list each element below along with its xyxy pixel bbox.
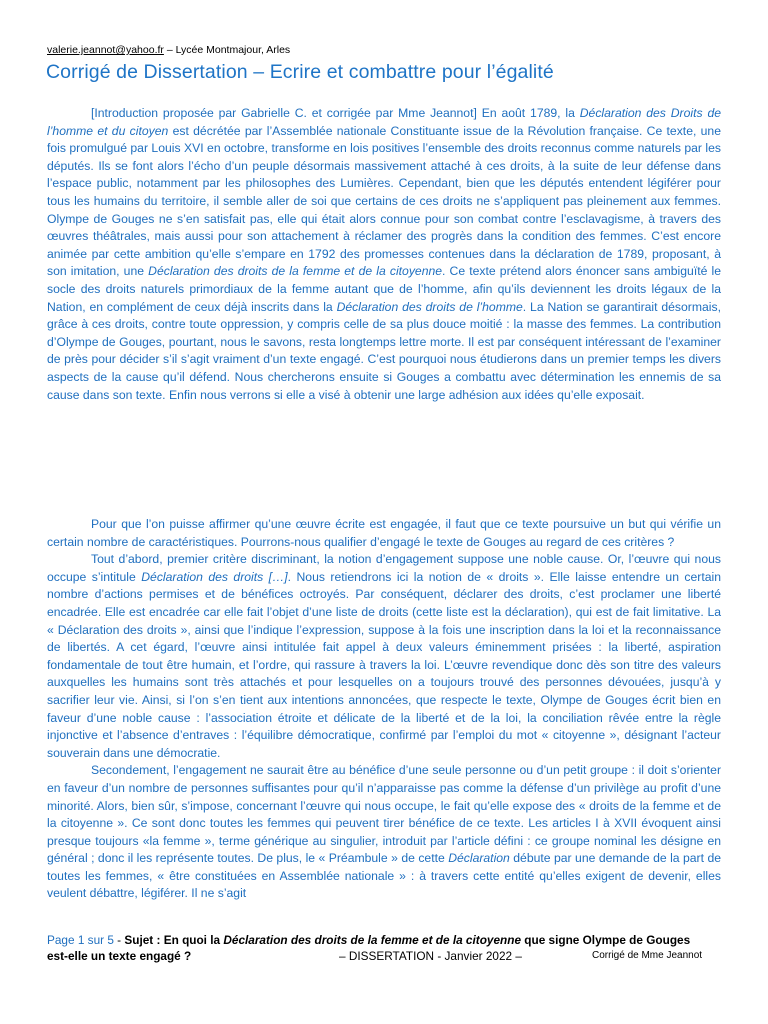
introduction-section	[47, 105, 721, 404]
intro-text-3: . Ce texte prétend alors énoncer sans ambiguïté le socle des droits naturels primordiaux de la femme autant que de l’homme, afin qu’ils deviennent les droits légaux de la Nation, en complément de ceux déjà inscrits dans la	[47, 264, 721, 314]
introduction-paragraph	[47, 105, 721, 404]
intro-title-ddhc: Déclaration des Droits de l’homme et du citoyen	[47, 106, 722, 138]
intro-text-1: [Introduction proposée par Gabrielle C. et corrigée par Mme Jeannot] En août 1789, la	[91, 106, 580, 120]
dev2-title: Déclaration des droits […]	[141, 569, 288, 584]
subject-question-end: est-elle un texte engagé ?	[47, 949, 192, 963]
intro-text-2: est décrétée par l’Assemblée nationale Constituante issue de la Révolution française. Ce texte, une fois promulgué par Louis XVI en octobre, transforme en lois positives l’ensemble des droits reconnus comme naturels par les députés. Ils se font alors l’écho d’un peuple désormais massivement attaché à ces droits, à la suite de leur défense dans l’espace public, notamment par les philosophes des Lumières. Cependant, bien que les députés entendent légiférer pour tous les humains du territoire, il semble aller de soi que certains de ces droits ne s’appliquent pas pleinement aux femmes. Olympe de Gouges ne s’en satisfait pas, elle qui était alors connue pour son combat contre l’esclavagisme, à travers des œuvres théâtrales, mais aussi pour son attachement à réclamer des progrès dans la condition des femmes. C’est encore animée par cette ambition qu’elle s’empare en 1792 des promesses contenues dans la déclaration de 1789, proposant, à son imitation, une	[47, 123, 721, 279]
footer-exam-label: – DISSERTATION - Janvier 2022 –	[339, 949, 522, 963]
intro-title-ddfc: Déclaration des droits de la femme et de la citoyenne	[148, 264, 443, 279]
development-section	[47, 516, 721, 903]
document-title: Corrigé de Dissertation – Ecrire et combattre pour l’égalité	[46, 61, 554, 83]
header-line	[47, 44, 290, 56]
page-number: Page 1 sur 5	[47, 933, 114, 947]
footer-second-line	[47, 949, 721, 967]
subject-title: Déclaration des droits de la femme et de la citoyenne	[223, 933, 522, 947]
intro-text-4: . La Nation se garantirait désormais, grâce à ces droits, contre toute oppression, y compris celle de sa plus douce moitié : la masse des femmes. La contribution d’Olympe de Gouges, pourtant, nous le savons, resta longtemps lettre morte. Il est par conséquent intéressant de l’examiner de près pour décider s’il s’agit vraiment d’un texte engagé. C’est pourquoi nous étudierons dans un premier temps les divers aspects de la cause qu’il défend. Nous chercherons ensuite si Gouges a combattu avec détermination les ennemis de sa cause dans son texte. Enfin nous verrons si elle a visé à obtenir une large adhésion aux idées qu’elle exposait.	[47, 299, 721, 402]
intro-title-ddh: Déclaration des droits de l’homme	[336, 299, 523, 314]
footer-subject	[124, 933, 690, 947]
page-footer	[47, 933, 721, 967]
subject-text-a: Sujet : En quoi la	[124, 933, 224, 947]
dev3-text-a: Secondement, l’engagement ne saurait être au bénéfice d’une seule personne ou d’un petit groupe : il doit s’orienter en faveur d’un nombre de personnes suffisantes pour qu’il n’apparaisse pas comme la défense d’un privilège au profit d’une minorité. Alors, bien sûr, s’impose, concernant l’œuvre qui nous occupe, le fait qu’elle expose des « droits de la femme et de la citoyenne ». Ce sont donc toutes les femmes qui peuvent tirer bénéfice de ce texte. Les articles I à XVII évoquent ainsi presque toujours «la femme », terme générique au singulier, introduit par l’article défini : ce groupe nominal les désigne en général ; donc il les représente toutes. De plus, le « Préambule » de cette	[47, 763, 721, 866]
development-paragraph-2	[47, 551, 721, 762]
subject-text-b: que signe Olympe de Gouges	[521, 933, 691, 947]
dev2-text-b: . Nous retiendrons ici la notion de « droits ». Elle laisse entendre un certain nombre d’actions permises et de bénéfices octroyés. Par conséquent, déclarer des droits, c’est proclamer une liberté encadrée. Elle est encadrée car elle fait l’objet d’une liste de droits (cette liste est la déclaration), qui est de fait limitative. La « Déclaration des droits », ainsi que l’indique l’expression, suppose à la fois une inscription dans la loi et la reconnaissance de libertés. A cet égard, l’œuvre ainsi intitulée fait appel à deux valeurs éminemment prisées : la liberté, aspiration fondamentale de tout être humain, et l’ordre, qui rassure à travers la loi. L’œuvre revendique donc dès son titre des valeurs auxquelles les humains sont très attachés et pour lesquelles on a toujours trouvé des personnes dévouées, jusqu’à y sacrifier leur vie. Ainsi, si l’on s’en tient aux intentions annoncées, que respecte le texte, Olympe de Gouges écrit bien en faveur d’une noble cause : l’association étroite et délicate de la liberté et de la loi, la conciliation rêvée entre la règle injonctive et l’absence d’entraves : l’équilibre démocratique, confirmé par l’emploi du mot « citoyenne », désignant l’acteur souverain dans une démocratie.	[47, 569, 722, 760]
dev3-title: Déclaration	[448, 851, 510, 866]
dev2-text-a: Tout d’abord, premier critère discriminant, la notion d’engagement suppose une noble cause. Or, l’œuvre qui nous occupe s’intitule	[47, 552, 721, 584]
development-paragraph-1: Pour que l’on puisse affirmer qu’une œuvre écrite est engagée, il faut que ce texte poursuive un but qui vérifie un certain nombre de caractéristiques. Pourrons-nous qualifier d’engagé le texte de Gouges au regard de ces critères ?	[47, 517, 721, 549]
footer-corrector: Corrigé de Mme Jeannot	[592, 950, 703, 961]
dev3-text-b: débute par une demande de la part de toutes les femmes, « être constituées en Assemblée nationale » : à travers cette entité qu’elles exigent de devenir, elles veulent débattre, légiférer. Il ne s’agit	[47, 851, 722, 901]
footer-subject-line	[47, 933, 721, 947]
school-name: – Lycée Montmajour, Arles	[163, 44, 291, 56]
development-paragraph-3	[47, 762, 721, 903]
footer-separator: -	[113, 933, 125, 947]
author-email-link[interactable]: valerie.jeannot@yahoo.fr	[47, 44, 164, 56]
